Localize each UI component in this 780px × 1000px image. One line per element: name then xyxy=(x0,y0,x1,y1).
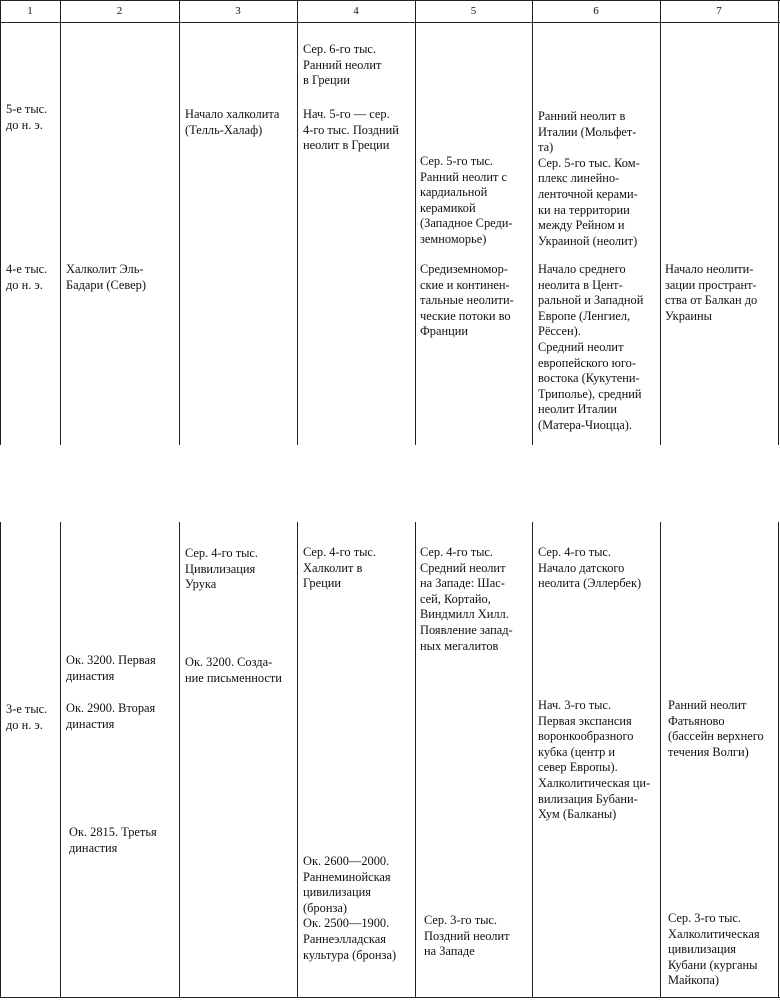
period-label: 3-е тыс. до н. э. xyxy=(6,702,48,732)
header-bottom-rule xyxy=(0,22,780,23)
column-header-4: 4 xyxy=(353,5,359,17)
column-divider xyxy=(532,0,533,445)
column-divider xyxy=(0,0,1,445)
central-europe-entry: Ранний неолит в Италии (Мольфет- та) Сер. 5-го тыс. Ком- плекс линейно- ленточной керами- ки на территории между Рейном и Украиной (неолит) xyxy=(538,109,640,248)
greece-entry: Нач. 5-го — сер. 4-го тыс. Поздний неолит в Греции xyxy=(303,107,399,153)
column-divider xyxy=(660,522,661,998)
west-europe-entry: Сер. 3-го тыс. Поздний неолит на Западе xyxy=(424,913,510,959)
period-label: 4-е тыс. до н. э. xyxy=(6,262,48,292)
central-europe-entry: Начало среднего неолита в Цент- ральной и Западной Европе (Ленгиел, Рёссен). Средний неолит европейского юго- востока (Кукутени- Триполье), средний неолит Италии (Матера-Чиоцца). xyxy=(538,262,644,432)
greece-entry: Сер. 6-го тыс. Ранний неолит в Греции xyxy=(303,42,382,88)
greece-entry: Сер. 4-го тыс. Халколит в Греции xyxy=(303,545,377,591)
column-header-5: 5 xyxy=(470,5,477,17)
mesopotamia-entry: Начало халколита (Телль-Халаф) xyxy=(185,107,280,137)
column-divider xyxy=(60,522,61,998)
column-header-6: 6 xyxy=(593,5,599,17)
central-europe-entry: Сер. 4-го тыс. Начало датского неолита (Эллербек) xyxy=(538,545,642,591)
column-divider xyxy=(60,0,61,445)
column-divider xyxy=(179,522,180,998)
column-divider xyxy=(415,522,416,998)
east-europe-entry: Начало неолити- зации пространт- ства от Балкан до Украины xyxy=(665,262,758,323)
column-divider xyxy=(415,0,416,445)
column-header-7: 7 xyxy=(716,5,722,17)
column-divider xyxy=(660,0,661,445)
egypt-entry: Ок. 3200. Первая династия xyxy=(66,653,156,683)
column-divider xyxy=(297,522,298,998)
column-divider xyxy=(532,522,533,998)
west-europe-entry: Средиземномор- ские и континен- тальные неолити- ческие потоки во Франции xyxy=(420,262,514,339)
column-divider xyxy=(778,522,779,998)
column-divider xyxy=(297,0,298,445)
central-europe-entry: Нач. 3-го тыс. Первая экспансия воронкообразного кубка (центр и север Европы). Халколитическая ци- вилизация Бубани- Хум (Балканы) xyxy=(538,698,651,822)
column-divider xyxy=(179,0,180,445)
mesopotamia-entry: Ок. 3200. Созда- ние письменности xyxy=(185,655,282,685)
table-bottom-rule xyxy=(0,997,780,998)
column-header-1: 1 xyxy=(27,5,33,17)
column-header-3: 3 xyxy=(235,5,241,17)
east-europe-entry: Ранний неолит Фатьяново (бассейн верхнего течения Волги) xyxy=(668,698,764,759)
mesopotamia-entry: Сер. 4-го тыс. Цивилизация Урука xyxy=(185,546,259,592)
west-europe-entry: Сер. 4-го тыс. Средний неолит на Западе: Шас- сей, Кортайо, Виндмилл Хилл. Появление запад- ных мегалитов xyxy=(420,545,513,653)
west-europe-entry: Сер. 5-го тыс. Ранний неолит с кардиальной керамикой (Западное Среди- земноморье) xyxy=(420,154,513,246)
period-label: 5-е тыс. до н. э. xyxy=(6,102,48,132)
egypt-entry: Ок. 2815. Третья династия xyxy=(69,825,157,855)
column-header-2: 2 xyxy=(116,5,123,17)
column-divider xyxy=(778,0,779,445)
egypt-entry: Ок. 2900. Вторая династия xyxy=(66,701,156,731)
greece-entry: Ок. 2600—2000. Раннеминойская цивилизация (бронза) Ок. 2500—1900. Раннеэлладская культура (бронза) xyxy=(303,854,397,962)
east-europe-entry: Сер. 3-го тыс. Халколитическая цивилизация Кубани (курганы Майкопа) xyxy=(668,911,760,988)
column-divider xyxy=(0,522,1,998)
header-top-rule xyxy=(0,0,780,1)
egypt-entry: Халколит Эль- Бадари (Север) xyxy=(66,262,146,292)
